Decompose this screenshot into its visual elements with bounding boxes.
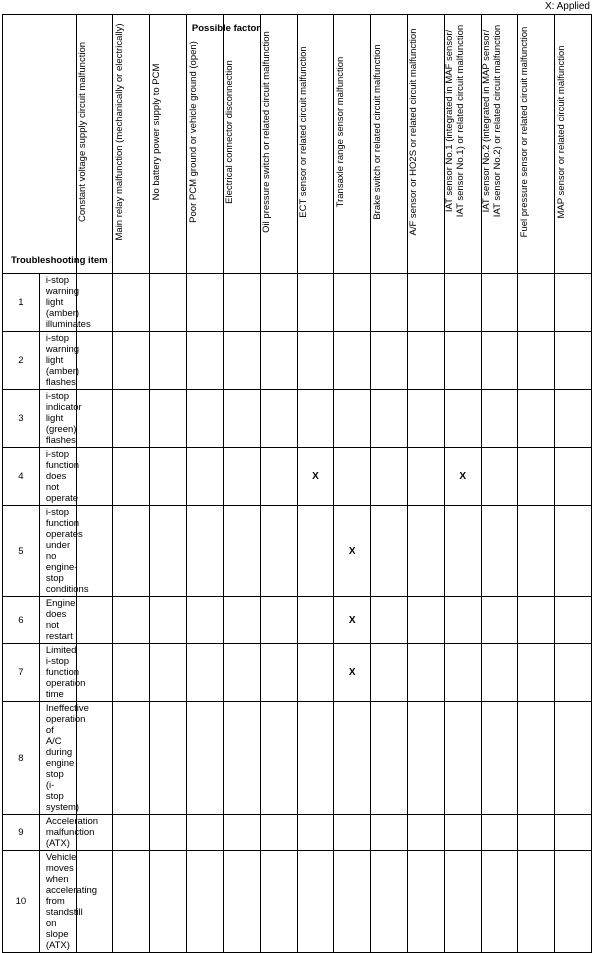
matrix-cell [260,815,297,851]
matrix-cell [444,702,481,815]
factor-label [481,0,503,247]
matrix-cell [555,702,592,815]
matrix-cell [371,851,408,953]
applied-mark: X [334,644,371,702]
matrix-cell [297,644,334,702]
row-number: 2 [3,332,40,390]
matrix-cell [187,332,224,390]
matrix-cell [518,390,555,448]
matrix-cell [223,597,260,644]
header-row [3,15,592,274]
matrix-cell [555,506,592,597]
factor-label: Oil pressure switch or related circuit malfunction [261,31,273,233]
table-row [3,815,592,851]
matrix-cell [187,851,224,953]
matrix-cell [260,390,297,448]
matrix-cell [187,506,224,597]
matrix-cell [371,448,408,506]
troubleshooting-item: Limited i-stop function operation time [39,644,76,702]
factor-label: Main relay malfunction (mechanically or electrically) [113,23,125,241]
matrix-cell [223,815,260,851]
row-number: 7 [3,644,40,702]
matrix-cell [223,851,260,953]
factor-column-header [444,15,481,274]
matrix-cell [150,506,187,597]
troubleshooting-item: i-stop indicator light (green) flashes [39,390,76,448]
matrix-cell [76,390,113,448]
matrix-cell [150,815,187,851]
factor-label: Brake switch or related circuit malfunction [371,44,383,220]
matrix-cell [150,702,187,815]
item-line: (ATX) [45,940,70,951]
matrix-cell [555,815,592,851]
matrix-cell [481,332,518,390]
row-number: 6 [3,597,40,644]
matrix-cell [113,597,150,644]
troubleshooting-item: Engine does not restart [39,597,76,644]
matrix-cell [260,644,297,702]
matrix-cell [407,274,444,332]
matrix-cell [260,332,297,390]
matrix-cell [150,851,187,953]
matrix-cell [407,448,444,506]
matrix-cell [518,815,555,851]
table-row [3,274,592,332]
factor-label-line: IAT sensor No.2) or related circuit malfunction [492,24,504,218]
matrix-cell [334,448,371,506]
row-number: 3 [3,390,40,448]
matrix-cell [76,448,113,506]
matrix-cell [444,815,481,851]
matrix-cell [518,448,555,506]
matrix-cell [407,390,444,448]
matrix-cell [187,815,224,851]
troubleshooting-item: i-stop function does not operate [39,448,76,506]
factor-column-header [518,15,555,274]
matrix-cell [187,448,224,506]
factor-label: MAP sensor or related circuit malfunction [555,45,567,219]
matrix-cell [260,851,297,953]
matrix-cell [371,702,408,815]
matrix-cell [260,506,297,597]
matrix-cell [371,274,408,332]
matrix-cell [113,390,150,448]
matrix-cell [371,506,408,597]
matrix-cell [113,506,150,597]
matrix-cell [150,332,187,390]
matrix-cell [260,702,297,815]
applied-mark: X [334,506,371,597]
factor-label: Electrical connector disconnection [224,60,236,204]
matrix-cell [518,702,555,815]
matrix-cell [481,702,518,815]
table-row [3,597,592,644]
table-row [3,332,592,390]
factor-label: Transaxle range sensor malfunction [334,56,346,208]
matrix-cell [555,274,592,332]
matrix-cell [150,390,187,448]
row-number: 1 [3,274,40,332]
matrix-cell [555,644,592,702]
troubleshooting-matrix [2,14,592,953]
matrix-cell [371,597,408,644]
matrix-cell [223,644,260,702]
matrix-cell [260,274,297,332]
matrix-cell [371,644,408,702]
row-number: 9 [3,815,40,851]
matrix-cell [334,274,371,332]
matrix-cell [76,332,113,390]
matrix-cell [444,851,481,953]
factor-column-header [407,15,444,274]
matrix-cell [76,644,113,702]
matrix-cell [113,644,150,702]
matrix-cell [76,506,113,597]
matrix-cell [76,851,113,953]
factor-column-header [260,15,297,274]
row-number: 10 [3,851,40,953]
matrix-cell [444,274,481,332]
matrix-cell [444,597,481,644]
matrix-cell [481,448,518,506]
factor-label: Fuel pressure sensor or related circuit malfunction [518,26,530,238]
matrix-cell [113,274,150,332]
matrix-cell [223,274,260,332]
factor-column-header [334,15,371,274]
matrix-cell [297,274,334,332]
matrix-cell [334,332,371,390]
matrix-cell [518,506,555,597]
matrix-cell [555,448,592,506]
item-line: Ineffective operation of A/C during engine stop [45,703,89,780]
matrix-cell [555,390,592,448]
matrix-cell [518,332,555,390]
matrix-cell [223,448,260,506]
matrix-cell [223,702,260,815]
matrix-cell [113,851,150,953]
troubleshooting-item: Acceleration malfunction (ATX) [39,815,76,851]
matrix-cell [407,506,444,597]
matrix-cell [223,390,260,448]
troubleshooting-item: i-stop warning light (amber) illuminates [39,274,76,332]
matrix-cell [297,597,334,644]
factor-column-header [555,15,592,274]
matrix-cell [297,851,334,953]
matrix-body [3,274,592,953]
matrix-cell [187,644,224,702]
matrix-cell [444,644,481,702]
row-number: 5 [3,506,40,597]
item-line: Vehicle moves when accelerating from standstill on slope [45,852,98,940]
matrix-cell [150,597,187,644]
matrix-cell [150,448,187,506]
table-row [3,390,592,448]
matrix-cell [260,448,297,506]
matrix-cell [334,851,371,953]
matrix-cell [481,644,518,702]
factor-label: Poor PCM ground or vehicle ground (open) [187,41,199,223]
matrix-cell [113,448,150,506]
matrix-cell [555,851,592,953]
factor-label [444,0,466,247]
matrix-cell [481,597,518,644]
troubleshooting-item [39,851,98,953]
matrix-cell [481,506,518,597]
table-row [3,448,592,506]
applied-mark: X [297,448,334,506]
matrix-cell [76,597,113,644]
matrix-cell [518,274,555,332]
legend: X: Applied [544,1,590,12]
matrix-cell [113,815,150,851]
matrix-cell [260,597,297,644]
matrix-cell [150,644,187,702]
matrix-cell [223,332,260,390]
table-row [3,644,592,702]
matrix-cell [444,390,481,448]
matrix-cell [223,506,260,597]
matrix-cell [407,597,444,644]
matrix-cell [407,332,444,390]
factor-column-header [297,15,334,274]
factor-label-line: IAT sensor No.1) or related circuit malfunction [455,24,467,218]
matrix-cell [481,390,518,448]
matrix-cell [297,332,334,390]
matrix-cell [407,644,444,702]
factor-label: A/F sensor or HO2S or related circuit malfunction [408,28,420,236]
matrix-cell [481,815,518,851]
matrix-cell [334,390,371,448]
matrix-cell [518,597,555,644]
matrix-cell [297,702,334,815]
matrix-cell [481,274,518,332]
matrix-cell [187,390,224,448]
matrix-cell [187,274,224,332]
matrix-cell [371,390,408,448]
matrix-cell [297,815,334,851]
matrix-cell [444,506,481,597]
factor-label: Constant voltage supply circuit malfunction [77,41,89,223]
row-number: 8 [3,702,40,815]
factor-label-line: IAT sensor No.2 (integrated in MAP sensor/ [481,29,493,213]
matrix-cell [407,815,444,851]
factor-label: ECT sensor or related circuit malfunction [298,46,309,218]
factor-label-line: IAT sensor No.1 (integrated in MAF sensor/ [444,29,456,213]
matrix-cell [150,274,187,332]
item-line: (i-stop system) [45,780,80,813]
troubleshooting-item [39,702,89,815]
matrix-cell [555,332,592,390]
possible-factor-label: Possible factor [191,23,260,34]
matrix-cell [187,702,224,815]
table-row [3,506,592,597]
matrix-cell [334,815,371,851]
matrix-cell [481,851,518,953]
matrix-cell [555,597,592,644]
row-number: 4 [3,448,40,506]
table-row [3,702,592,815]
factor-label: No battery power supply to PCM [150,63,162,201]
matrix-cell [444,332,481,390]
troubleshooting-item: i-stop warning light (amber) flashes [39,332,76,390]
matrix-cell [407,702,444,815]
matrix-cell [297,390,334,448]
applied-mark: X [334,597,371,644]
matrix-cell [371,332,408,390]
matrix-cell [113,332,150,390]
matrix-cell [518,851,555,953]
factor-column-header [371,15,408,274]
factor-column-header [481,15,518,274]
matrix-cell [297,506,334,597]
matrix-cell [187,597,224,644]
matrix-cell [371,815,408,851]
troubleshooting-item-label: Troubleshooting item [11,255,108,266]
matrix-cell [334,702,371,815]
matrix-cell [407,851,444,953]
matrix-cell [113,702,150,815]
matrix-cell [518,644,555,702]
troubleshooting-item: i-stop function operates under no engine-stop conditions [39,506,76,597]
table-row [3,851,592,953]
applied-mark: X [444,448,481,506]
